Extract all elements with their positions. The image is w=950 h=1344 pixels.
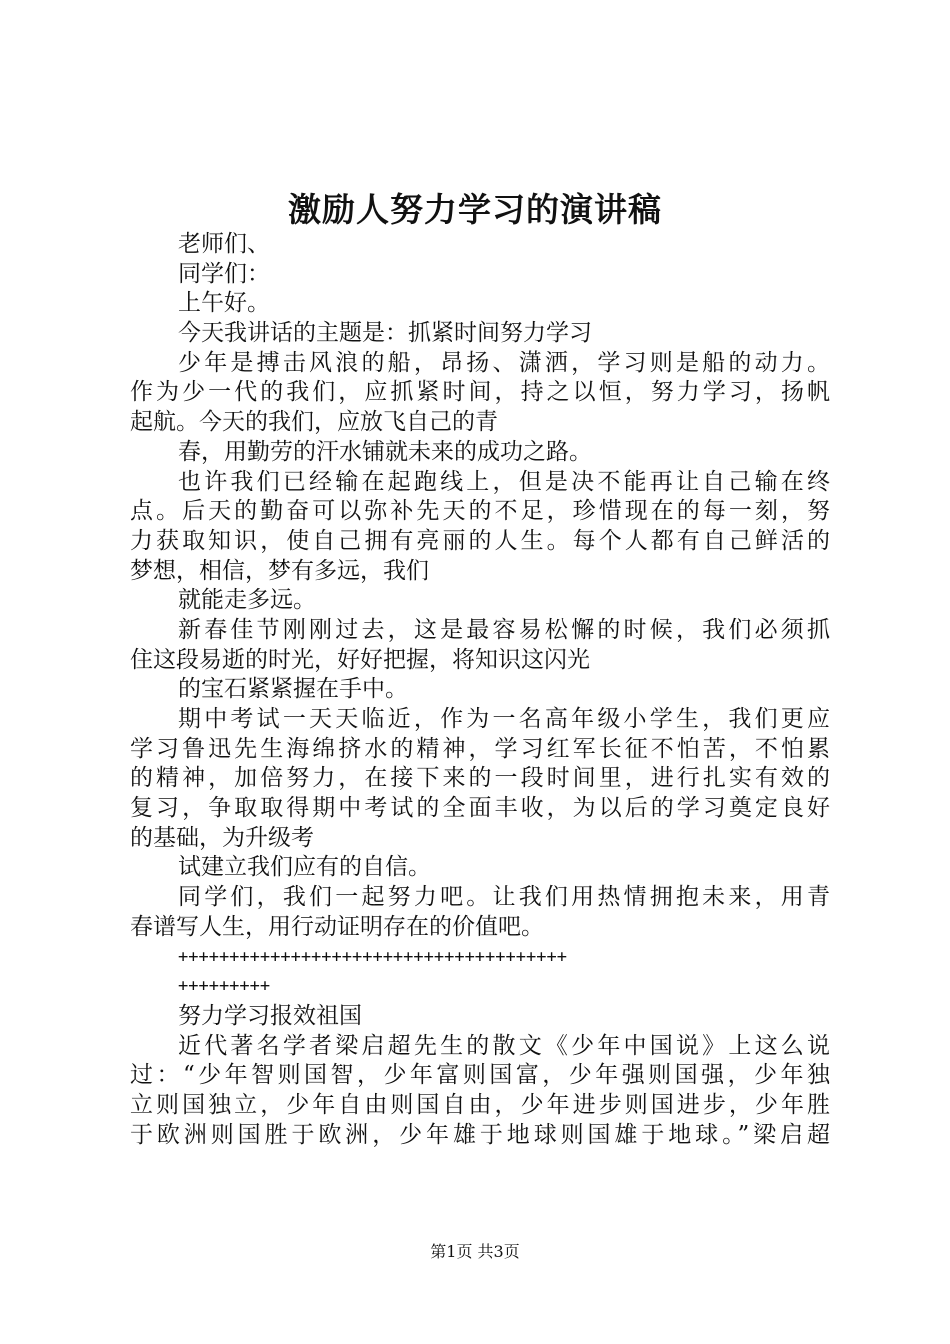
text-line: 同学们，我们一起努力吧。让我们用热情拥抱未来，用青	[178, 884, 830, 911]
text-line: 试建立我们应有的自信。	[178, 854, 431, 881]
text-line: 过：“少年智则国智，少年富则国富，少年强则国强，少年独	[130, 1062, 830, 1089]
text-line: 学习鲁迅先生海绵挤水的精神，学习红军长征不怕苦，不怕累	[130, 735, 830, 762]
text-line: 就能走多远。	[178, 587, 316, 614]
text-line: 上午好。	[178, 290, 270, 317]
text-line: 老师们、	[178, 231, 270, 257]
text-line: 也许我们已经输在起跑线上，但是决不能再让自己输在终	[178, 468, 830, 495]
document-body	[130, 230, 830, 1150]
text-line: 立则国独立，少年自由则国自由，少年进步则国进步，少年胜	[130, 1091, 830, 1118]
text-line: 春，用勤劳的汗水铺就未来的成功之路。	[178, 438, 592, 465]
text-line: 点。后天的勤奋可以弥补先天的不足，珍惜现在的每一刻，努	[130, 498, 830, 525]
text-line: 今天我讲话的主题是：抓紧时间努力学习	[178, 320, 592, 347]
text-line: 的精神，加倍努力，在接下来的一段时间里，进行扎实有效的	[130, 765, 830, 792]
text-line: 于欧洲则国胜于欧洲，少年雄于地球则国雄于地球。”梁启超	[130, 1121, 830, 1148]
text-line: 力获取知识，使自己拥有亮丽的人生。每个人都有自己鲜活的	[130, 527, 830, 554]
text-line: 同学们：	[178, 260, 270, 287]
text-line: 住这段易逝的时光，好好把握，将知识这闪光	[130, 646, 590, 673]
separator-line: +++++++++	[178, 976, 271, 997]
text-line: 期中考试一天天临近，作为一名高年级小学生，我们更应	[178, 706, 830, 732]
text-line: 少年是搏击风浪的船，昂扬、潇洒，学习则是船的动力。	[178, 349, 830, 376]
text-line: 复习，争取取得期中考试的全面丰收，为以后的学习奠定良好	[130, 795, 830, 822]
text-line: 起航。今天的我们，应放飞自己的青	[130, 409, 498, 436]
text-line: 的基础，为升级考	[130, 824, 314, 851]
text-line: 的宝石紧紧握在手中。	[178, 676, 408, 703]
page-footer: 第1页 共3页	[430, 1242, 520, 1261]
text-line: 春谱写人生，用行动证明存在的价值吧。	[130, 913, 544, 940]
text-line: 作为少一代的我们，应抓紧时间，持之以恒，努力学习，扬帆	[130, 379, 830, 406]
text-line: 新春佳节刚刚过去，这是最容易松懈的时候，我们必须抓	[178, 616, 830, 643]
separator-line: ++++++++++++++++++++++++++++++++++++++	[178, 946, 567, 967]
text-line: 努力学习报效祖国	[178, 1002, 362, 1029]
document-title: 激励人努力学习的演讲稿	[288, 190, 662, 229]
text-line: 梦想，相信，梦有多远，我们	[130, 557, 429, 584]
text-line: 近代著名学者梁启超先生的散文《少年中国说》上这么说	[178, 1032, 830, 1059]
